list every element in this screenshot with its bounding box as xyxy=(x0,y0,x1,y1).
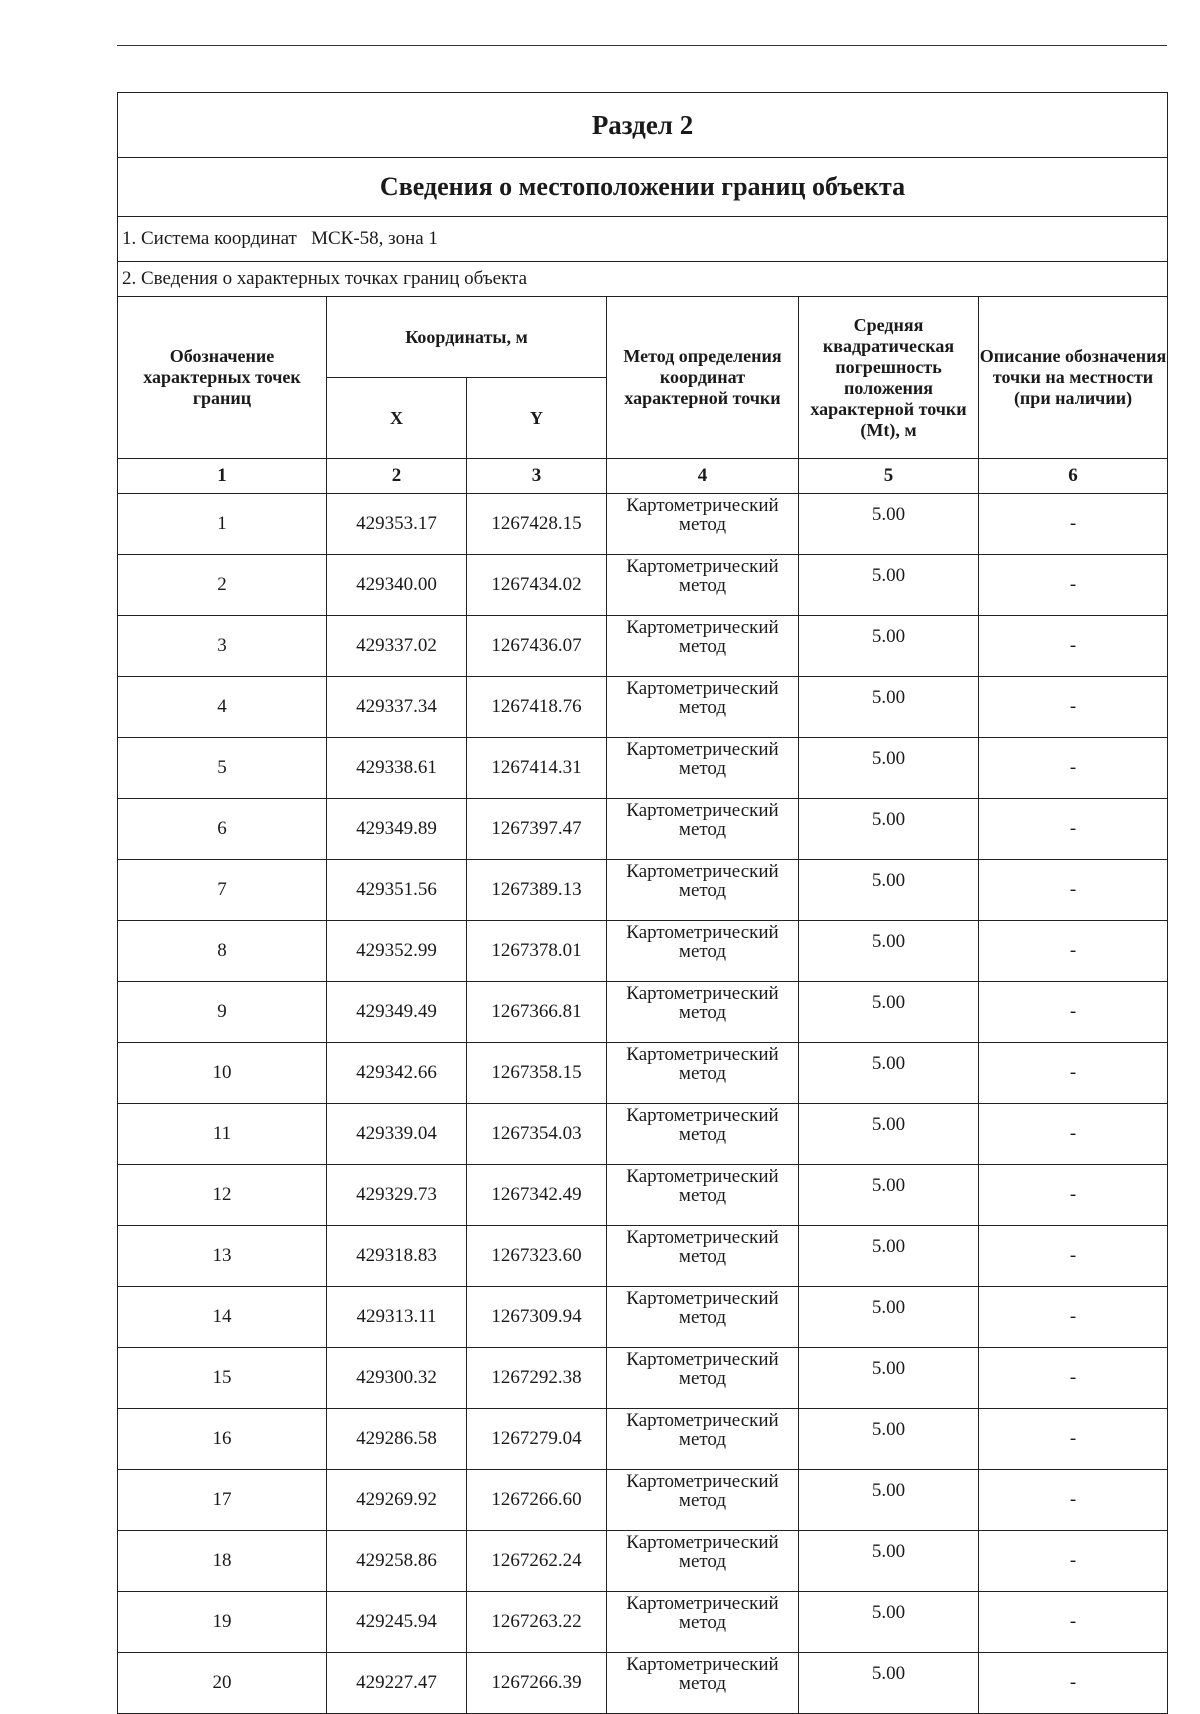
y-coordinate-cell: 1267266.39 xyxy=(467,1653,607,1714)
points-info-label: 2. Сведения о характерных точках границ объекта xyxy=(118,262,1168,297)
table-row xyxy=(118,1226,1168,1287)
header-error: Средняя квадратическая погрешность положения характерной точки (Mt), м xyxy=(799,297,979,459)
error-cell: 5.00 xyxy=(799,555,979,616)
x-coordinate-cell: 429337.34 xyxy=(327,677,467,738)
header-method: Метод определения координат характерной точки xyxy=(607,297,799,459)
description-cell: - xyxy=(979,1104,1168,1165)
table-row xyxy=(118,921,1168,982)
description-cell: - xyxy=(979,799,1168,860)
table-row xyxy=(118,555,1168,616)
table-row xyxy=(118,1287,1168,1348)
boundary-points-table xyxy=(117,92,1168,1714)
description-cell: - xyxy=(979,982,1168,1043)
table-row xyxy=(118,1104,1168,1165)
table-row xyxy=(118,799,1168,860)
description-cell: - xyxy=(979,1226,1168,1287)
method-cell: Картометрический метод xyxy=(607,799,799,860)
x-coordinate-cell: 429338.61 xyxy=(327,738,467,799)
point-id-cell: 15 xyxy=(118,1348,327,1409)
method-cell: Картометрический метод xyxy=(607,1226,799,1287)
x-coordinate-cell: 429318.83 xyxy=(327,1226,467,1287)
error-cell: 5.00 xyxy=(799,1287,979,1348)
column-number-1: 1 xyxy=(118,459,327,494)
description-cell: - xyxy=(979,1592,1168,1653)
method-cell: Картометрический метод xyxy=(607,921,799,982)
table-row xyxy=(118,1348,1168,1409)
top-rule xyxy=(117,45,1167,46)
y-coordinate-cell: 1267358.15 xyxy=(467,1043,607,1104)
y-coordinate-cell: 1267309.94 xyxy=(467,1287,607,1348)
table-row xyxy=(118,738,1168,799)
method-cell: Картометрический метод xyxy=(607,1043,799,1104)
x-coordinate-cell: 429351.56 xyxy=(327,860,467,921)
y-coordinate-cell: 1267279.04 xyxy=(467,1409,607,1470)
description-cell: - xyxy=(979,1653,1168,1714)
error-cell: 5.00 xyxy=(799,1348,979,1409)
table-row xyxy=(118,1592,1168,1653)
x-coordinate-cell: 429353.17 xyxy=(327,494,467,555)
section-subtitle: Сведения о местоположении границ объекта xyxy=(118,158,1168,217)
point-id-cell: 18 xyxy=(118,1531,327,1592)
point-id-cell: 6 xyxy=(118,799,327,860)
coord-system-row xyxy=(118,217,1168,262)
x-coordinate-cell: 429337.02 xyxy=(327,616,467,677)
header-coordinates: Координаты, м xyxy=(327,297,607,378)
point-id-cell: 7 xyxy=(118,860,327,921)
error-cell: 5.00 xyxy=(799,1104,979,1165)
x-coordinate-cell: 429342.66 xyxy=(327,1043,467,1104)
table-row xyxy=(118,616,1168,677)
y-coordinate-cell: 1267414.31 xyxy=(467,738,607,799)
method-cell: Картометрический метод xyxy=(607,1653,799,1714)
column-number-6: 6 xyxy=(979,459,1168,494)
point-id-cell: 11 xyxy=(118,1104,327,1165)
table-row xyxy=(118,1043,1168,1104)
method-cell: Картометрический метод xyxy=(607,555,799,616)
y-coordinate-cell: 1267389.13 xyxy=(467,860,607,921)
x-coordinate-cell: 429349.89 xyxy=(327,799,467,860)
method-cell: Картометрический метод xyxy=(607,494,799,555)
method-cell: Картометрический метод xyxy=(607,1531,799,1592)
y-coordinate-cell: 1267366.81 xyxy=(467,982,607,1043)
method-cell: Картометрический метод xyxy=(607,1348,799,1409)
x-coordinate-cell: 429340.00 xyxy=(327,555,467,616)
point-id-cell: 13 xyxy=(118,1226,327,1287)
x-coordinate-cell: 429258.86 xyxy=(327,1531,467,1592)
y-coordinate-cell: 1267434.02 xyxy=(467,555,607,616)
description-cell: - xyxy=(979,1531,1168,1592)
header-y: Y xyxy=(467,378,607,459)
x-coordinate-cell: 429245.94 xyxy=(327,1592,467,1653)
method-cell: Картометрический метод xyxy=(607,1165,799,1226)
error-cell: 5.00 xyxy=(799,860,979,921)
point-id-cell: 2 xyxy=(118,555,327,616)
error-cell: 5.00 xyxy=(799,1226,979,1287)
section-title: Раздел 2 xyxy=(118,93,1168,158)
x-coordinate-cell: 429329.73 xyxy=(327,1165,467,1226)
point-id-cell: 14 xyxy=(118,1287,327,1348)
error-cell: 5.00 xyxy=(799,921,979,982)
method-cell: Картометрический метод xyxy=(607,1104,799,1165)
error-cell: 5.00 xyxy=(799,799,979,860)
column-number-5: 5 xyxy=(799,459,979,494)
point-id-cell: 1 xyxy=(118,494,327,555)
x-coordinate-cell: 429269.92 xyxy=(327,1470,467,1531)
x-coordinate-cell: 429313.11 xyxy=(327,1287,467,1348)
description-cell: - xyxy=(979,1043,1168,1104)
y-coordinate-cell: 1267354.03 xyxy=(467,1104,607,1165)
point-id-cell: 19 xyxy=(118,1592,327,1653)
x-coordinate-cell: 429352.99 xyxy=(327,921,467,982)
description-cell: - xyxy=(979,616,1168,677)
column-number-2: 2 xyxy=(327,459,467,494)
table-row xyxy=(118,1409,1168,1470)
y-coordinate-cell: 1267342.49 xyxy=(467,1165,607,1226)
method-cell: Картометрический метод xyxy=(607,982,799,1043)
description-cell: - xyxy=(979,860,1168,921)
x-coordinate-cell: 429349.49 xyxy=(327,982,467,1043)
method-cell: Картометрический метод xyxy=(607,616,799,677)
description-cell: - xyxy=(979,677,1168,738)
error-cell: 5.00 xyxy=(799,1165,979,1226)
error-cell: 5.00 xyxy=(799,1409,979,1470)
error-cell: 5.00 xyxy=(799,1043,979,1104)
method-cell: Картометрический метод xyxy=(607,738,799,799)
y-coordinate-cell: 1267292.38 xyxy=(467,1348,607,1409)
x-coordinate-cell: 429339.04 xyxy=(327,1104,467,1165)
x-coordinate-cell: 429227.47 xyxy=(327,1653,467,1714)
table-row xyxy=(118,982,1168,1043)
y-coordinate-cell: 1267436.07 xyxy=(467,616,607,677)
method-cell: Картометрический метод xyxy=(607,1470,799,1531)
error-cell: 5.00 xyxy=(799,677,979,738)
coord-system-value: МСК-58, зона 1 xyxy=(311,228,438,249)
error-cell: 5.00 xyxy=(799,1592,979,1653)
y-coordinate-cell: 1267418.76 xyxy=(467,677,607,738)
description-cell: - xyxy=(979,1348,1168,1409)
y-coordinate-cell: 1267262.24 xyxy=(467,1531,607,1592)
point-id-cell: 5 xyxy=(118,738,327,799)
method-cell: Картометрический метод xyxy=(607,677,799,738)
method-cell: Картометрический метод xyxy=(607,1592,799,1653)
error-cell: 5.00 xyxy=(799,1653,979,1714)
y-coordinate-cell: 1267323.60 xyxy=(467,1226,607,1287)
error-cell: 5.00 xyxy=(799,616,979,677)
coord-system-label: 1. Система координат xyxy=(122,228,297,249)
point-id-cell: 9 xyxy=(118,982,327,1043)
x-coordinate-cell: 429286.58 xyxy=(327,1409,467,1470)
header-x: X xyxy=(327,378,467,459)
error-cell: 5.00 xyxy=(799,738,979,799)
column-number-4: 4 xyxy=(607,459,799,494)
description-cell: - xyxy=(979,1287,1168,1348)
header-designation: Обозначение характерных точек границ xyxy=(118,297,327,459)
column-number-3: 3 xyxy=(467,459,607,494)
header-description: Описание обозначения точки на местности (при наличии) xyxy=(979,297,1168,459)
y-coordinate-cell: 1267428.15 xyxy=(467,494,607,555)
point-id-cell: 16 xyxy=(118,1409,327,1470)
y-coordinate-cell: 1267397.47 xyxy=(467,799,607,860)
x-coordinate-cell: 429300.32 xyxy=(327,1348,467,1409)
table-row xyxy=(118,677,1168,738)
table-row xyxy=(118,494,1168,555)
point-id-cell: 3 xyxy=(118,616,327,677)
y-coordinate-cell: 1267378.01 xyxy=(467,921,607,982)
table-row xyxy=(118,1653,1168,1714)
point-id-cell: 10 xyxy=(118,1043,327,1104)
method-cell: Картометрический метод xyxy=(607,860,799,921)
description-cell: - xyxy=(979,921,1168,982)
table-row xyxy=(118,1470,1168,1531)
point-id-cell: 8 xyxy=(118,921,327,982)
table-row xyxy=(118,860,1168,921)
point-id-cell: 4 xyxy=(118,677,327,738)
error-cell: 5.00 xyxy=(799,982,979,1043)
error-cell: 5.00 xyxy=(799,1531,979,1592)
y-coordinate-cell: 1267263.22 xyxy=(467,1592,607,1653)
point-id-cell: 12 xyxy=(118,1165,327,1226)
description-cell: - xyxy=(979,494,1168,555)
table-row xyxy=(118,1165,1168,1226)
table-row xyxy=(118,1531,1168,1592)
description-cell: - xyxy=(979,1409,1168,1470)
y-coordinate-cell: 1267266.60 xyxy=(467,1470,607,1531)
description-cell: - xyxy=(979,1165,1168,1226)
description-cell: - xyxy=(979,738,1168,799)
description-cell: - xyxy=(979,1470,1168,1531)
method-cell: Картометрический метод xyxy=(607,1409,799,1470)
method-cell: Картометрический метод xyxy=(607,1287,799,1348)
description-cell: - xyxy=(979,555,1168,616)
error-cell: 5.00 xyxy=(799,494,979,555)
point-id-cell: 20 xyxy=(118,1653,327,1714)
error-cell: 5.00 xyxy=(799,1470,979,1531)
point-id-cell: 17 xyxy=(118,1470,327,1531)
